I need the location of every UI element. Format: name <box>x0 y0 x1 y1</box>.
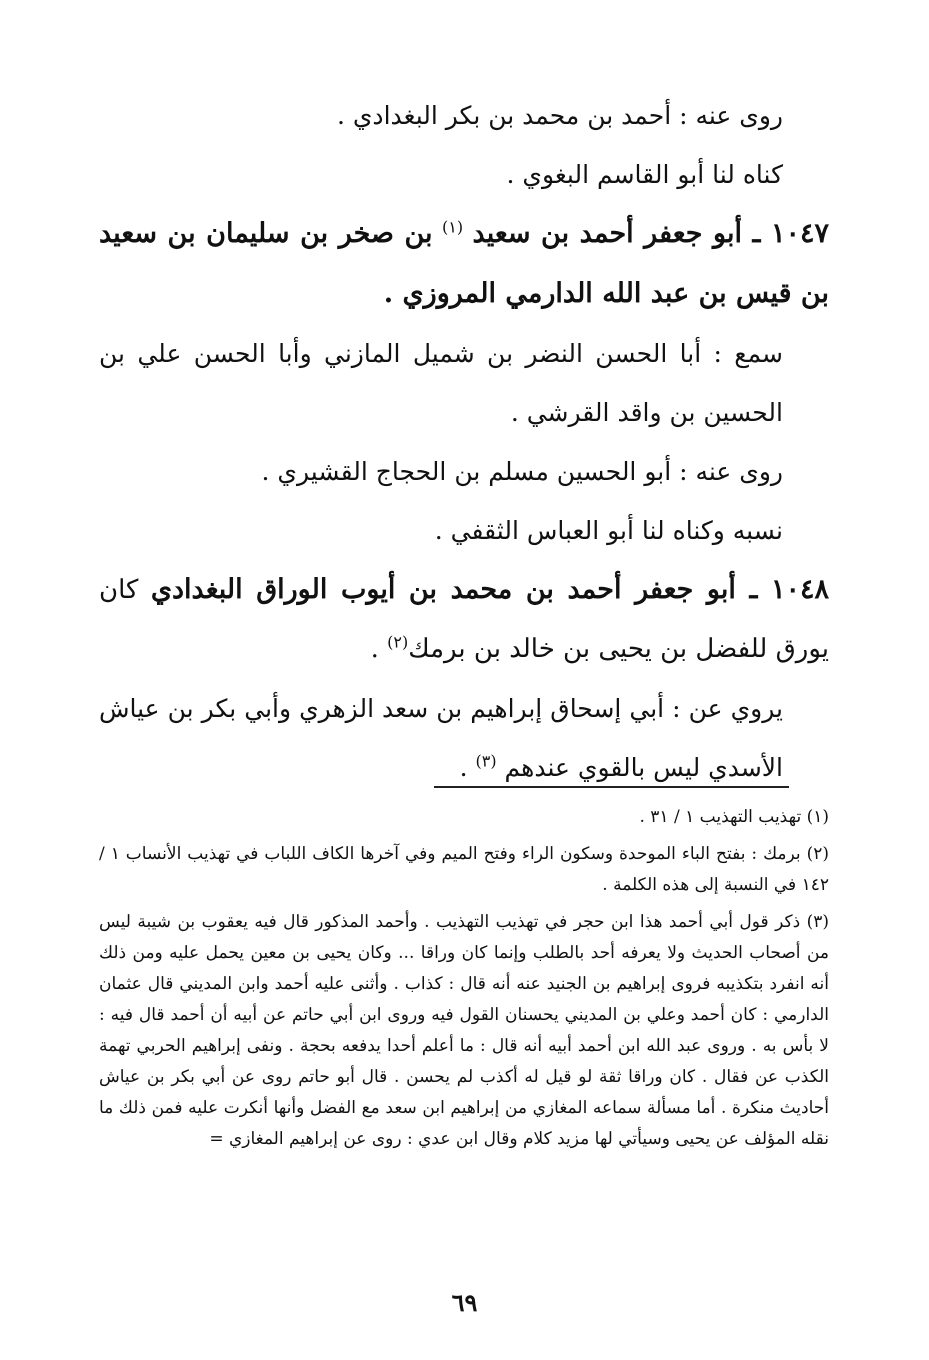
page-number: ٦٩ <box>451 1288 478 1317</box>
footnote-divider <box>434 786 789 788</box>
entry-1048-tail: كان يورق للفضل بن يحيى بن خالد بن برمك <box>99 575 829 664</box>
paragraph-narrated-by-2: روى عنه : أبو الحسين مسلم بن الحجاج القشيري . <box>261 457 783 486</box>
paragraph-narrates-from-end: . <box>459 753 476 782</box>
entry-1048-head: ١٠٤٨ ـ أبو جعفر أحمد بن محمد بن أيوب الوراق البغدادي <box>150 574 829 605</box>
entry-1047-head: ١٠٤٧ ـ أبو جعفر أحمد بن سعيد <box>472 218 830 249</box>
footnotes <box>99 802 829 1161</box>
paragraph-heard: سمع : أبا الحسن النضر بن شميل المازني وأبا الحسن علي بن الحسين بن واقد القرشي . <box>99 339 783 427</box>
paragraph-narrates-from <box>99 679 829 797</box>
paragraph-lineage: نسبه وكناه لنا أبو العباس الثقفي . <box>434 516 783 545</box>
entry-1048-end: . <box>370 634 388 664</box>
footnote-ref-2[interactable]: (٢) <box>387 632 409 652</box>
footnote-ref-1[interactable]: (١) <box>442 217 464 237</box>
main-text <box>99 86 829 797</box>
footnote-ref-3[interactable]: (٣) <box>475 751 497 771</box>
entry-1047-tail: بن صخر بن سليمان بن سعيد بن قيس بن عبد الله الدارمي المروزي . <box>99 218 829 309</box>
paragraph-narrates-from-text: يروي عن : أبي إسحاق إبراهيم بن سعد الزهري وأبي بكر بن عياش الأسدي ليس بالقوي عندهم <box>99 694 783 782</box>
paragraph-kunya: كناه لنا أبو القاسم البغوي . <box>506 160 783 189</box>
entry-1048 <box>99 560 829 679</box>
footnote-2: (٢) برمك : بفتح الباء الموحدة وسكون الراء وفتح الميم وفي آخرها الكاف اللباب في تهذيب الأنساب ١ / ١٤٢ في النسبة إلى هذه الكلمة . <box>99 844 829 895</box>
paragraph-narrated-by: روى عنه : أحمد بن محمد بن بكر البغدادي . <box>336 101 783 130</box>
entry-1047 <box>99 204 829 324</box>
footnote-1: (١) تهذيب التهذيب ١ / ٣١ . <box>639 807 829 827</box>
footnote-3: (٣) ذكر قول أبي أحمد هذا ابن حجر في تهذيب التهذيب . وأحمد المذكور قال فيه يعقوب بن شيبة ليس من أصحاب الحديث ولا يعرفه أحد بالطلب وإنما كان وراقا ... وكان يحيى بن معين يحمل عليه ومن ذلك أنه انفرد بتكذيبه فروى إبراهيم بن الجنيد عنه أنه قال : كذاب . وأثنى عليه أحمد وابن المديني قال عثمان الدارمي : كان أحمد وعلي بن المديني يحسنان القول فيه وروى ابن أبي حاتم عن أبيه أن أحمد قال فيه : لا بأس به . وروى عبد الله ابن أحمد أبيه أنه قال : ما أعلم أحدا يدفعه بحجة . ونفى إبراهيم الحربي تهمة الكذب عن فقال . كان وراقا ثقة لو قيل له أكذب لم يحسن . قال أبو حاتم روى عن أبي بكر بن عياش أحاديث منكرة . أما مسألة سماعه المغازي من إبراهيم ابن سعد مع الفضل وأنها أنكرت عليه فمن ذلك ما نقله المؤلف عن يحيى وسيأتي لها مزيد كلام وقال ابن عدي : روى عن إبراهيم المغازي = <box>99 912 829 1149</box>
